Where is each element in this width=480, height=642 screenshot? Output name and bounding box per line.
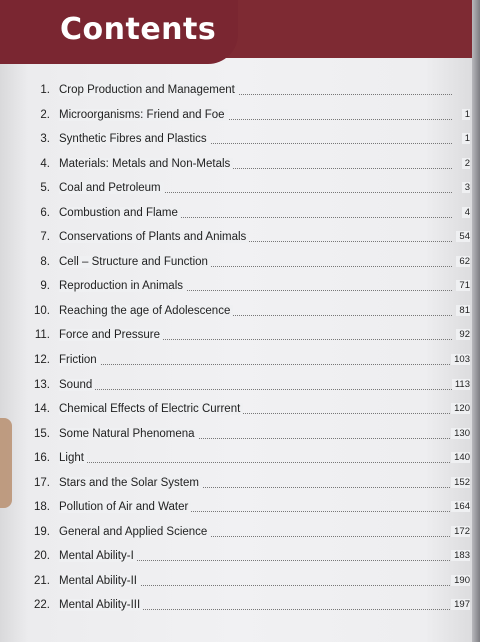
chapter-title: Reproduction in Animals [59, 280, 186, 292]
toc-entry[interactable] [0, 325, 472, 350]
chapter-title: Crop Production and Management [59, 84, 238, 96]
page-number: 62 [456, 256, 470, 267]
chapter-number: 8. [40, 255, 50, 268]
chapter-title: Materials: Metals and Non-Metals [59, 158, 233, 170]
page-number: 140 [451, 452, 470, 463]
chapter-title: Light [59, 452, 87, 464]
page-spine-edge [472, 0, 480, 642]
chapter-title: Coal and Petroleum [59, 182, 164, 194]
dot-leader [60, 462, 452, 463]
toc-entry[interactable] [0, 80, 472, 105]
table-of-contents [0, 80, 472, 620]
page-number: 130 [451, 428, 470, 439]
chapter-title: Conservations of Plants and Animals [59, 231, 249, 243]
chapter-title: Mental Ability-II [59, 575, 140, 587]
page-number: 54 [456, 231, 470, 242]
page-number: 113 [452, 379, 470, 390]
holding-thumb [0, 418, 12, 508]
title-tab [0, 0, 238, 64]
page-number: 4 [462, 207, 470, 218]
chapter-number: 2. [40, 108, 50, 121]
dot-leader [60, 364, 452, 365]
chapter-number: 22. [34, 599, 50, 612]
toc-entry[interactable] [0, 252, 472, 277]
toc-entry[interactable] [0, 497, 472, 522]
chapter-title: Mental Ability-I [59, 550, 137, 562]
chapter-number: 9. [40, 280, 50, 293]
toc-entry[interactable] [0, 375, 472, 400]
chapter-title: Some Natural Phenomena [59, 428, 198, 440]
toc-entry[interactable] [0, 424, 472, 449]
chapter-number: 18. [34, 501, 50, 514]
page-title: Contents [60, 12, 217, 47]
toc-entry[interactable] [0, 154, 472, 179]
chapter-title: Stars and the Solar System [59, 477, 202, 489]
page-number: 152 [451, 477, 470, 488]
toc-entry[interactable] [0, 301, 472, 326]
page-number: 172 [451, 526, 470, 537]
toc-entry[interactable] [0, 178, 472, 203]
chapter-number: 20. [34, 550, 50, 563]
toc-entry[interactable] [0, 448, 472, 473]
toc-entry[interactable] [0, 105, 472, 130]
toc-entry[interactable] [0, 276, 472, 301]
toc-entry[interactable] [0, 522, 472, 547]
page-number: 120 [451, 403, 470, 414]
chapter-number: 12. [34, 354, 50, 367]
page-number: 164 [451, 501, 470, 512]
chapter-title: Force and Pressure [59, 329, 163, 341]
chapter-number: 5. [40, 182, 50, 195]
toc-entry[interactable] [0, 571, 472, 596]
chapter-title: Friction [59, 354, 100, 366]
chapter-number: 17. [34, 476, 50, 489]
chapter-number: 21. [34, 574, 50, 587]
chapter-title: Cell – Structure and Function [59, 256, 211, 268]
page-number: 1 [462, 133, 470, 144]
chapter-number: 16. [34, 452, 50, 465]
chapter-title: General and Applied Science [59, 526, 210, 538]
chapter-number: 4. [40, 157, 50, 170]
chapter-number: 7. [40, 231, 50, 244]
chapter-title: Microorganisms: Friend and Foe [59, 109, 228, 121]
page-number: 103 [451, 354, 470, 365]
chapter-number: 1. [40, 84, 50, 96]
page-number: 1 [462, 109, 470, 120]
chapter-title: Mental Ability-III [59, 599, 143, 611]
toc-entry[interactable] [0, 129, 472, 154]
chapter-title: Sound [59, 379, 95, 391]
chapter-number: 14. [34, 403, 50, 416]
toc-entry[interactable] [0, 350, 472, 375]
chapter-number: 6. [40, 206, 50, 219]
chapter-title: Chemical Effects of Electric Current [59, 403, 243, 415]
page-number: 2 [462, 158, 470, 169]
chapter-number: 11. [34, 329, 50, 342]
toc-entry[interactable] [0, 595, 472, 620]
chapter-number: 13. [34, 378, 50, 391]
chapter-title: Pollution of Air and Water [59, 501, 191, 513]
page-number: 3 [462, 182, 470, 193]
chapter-number: 15. [34, 427, 50, 440]
toc-entry[interactable] [0, 227, 472, 252]
dot-leader [60, 389, 452, 390]
page-number: 71 [456, 280, 470, 291]
page-number: 190 [451, 575, 470, 586]
chapter-title: Synthetic Fibres and Plastics [59, 133, 210, 145]
page-number: 197 [451, 599, 470, 610]
chapter-title: Combustion and Flame [59, 207, 181, 219]
toc-entry[interactable] [0, 546, 472, 571]
toc-entry[interactable] [0, 473, 472, 498]
chapter-number: 3. [40, 133, 50, 146]
chapter-number: 19. [34, 525, 50, 538]
page-number: 92 [456, 329, 470, 340]
chapter-number: 10. [34, 304, 50, 317]
chapter-title: Reaching the age of Adolescence [59, 305, 233, 317]
page-number: 81 [456, 305, 470, 316]
toc-entry[interactable] [0, 399, 472, 424]
toc-entry[interactable] [0, 203, 472, 228]
page-number: 183 [451, 550, 470, 561]
